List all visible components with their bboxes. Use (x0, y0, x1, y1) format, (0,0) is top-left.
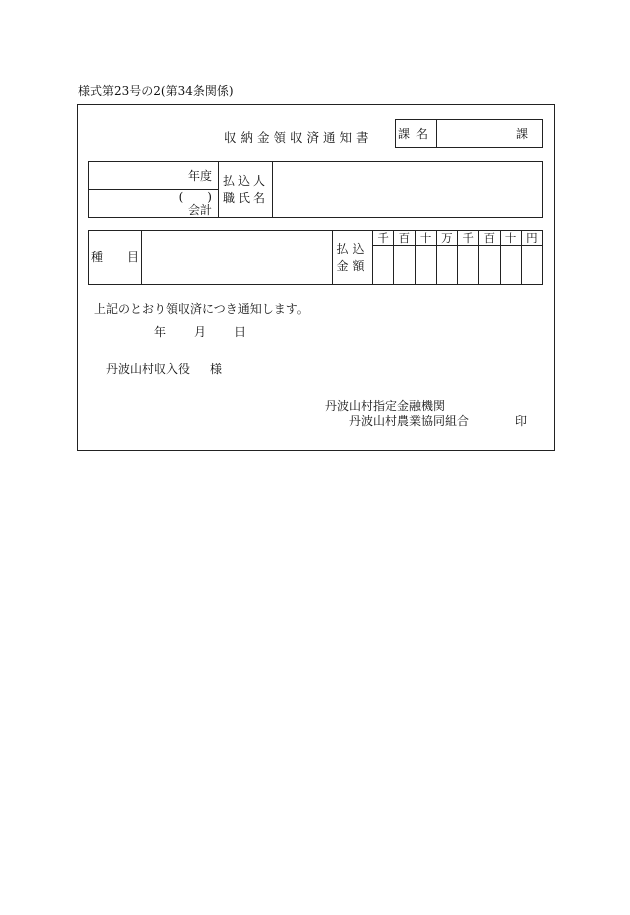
digit-header: 千 (458, 231, 479, 246)
bank-line2: 丹波山村農業協同組合 (349, 414, 470, 428)
payer-table (88, 161, 543, 218)
digit-header: 十 (415, 231, 436, 246)
department-field[interactable] (437, 120, 543, 148)
digit-field[interactable] (373, 246, 394, 285)
department-label: 課名 (396, 120, 437, 148)
department-suffix: 課 (515, 127, 528, 141)
notice-text: 上記のとおり領収済につき通知します。 (94, 302, 309, 316)
account-cell[interactable] (89, 190, 219, 218)
addressee-name: 丹波山村収入役 (106, 362, 191, 376)
date-year: 年 (154, 325, 167, 339)
seal-mark: 印 (515, 414, 528, 428)
amount-label-line2: 金額 (336, 258, 369, 273)
amount-label-cell (333, 231, 373, 285)
item-field[interactable] (142, 231, 333, 285)
digit-field[interactable] (394, 246, 415, 285)
payer-label-line1: 払込人 (222, 173, 268, 188)
digit-field[interactable] (436, 246, 457, 285)
amount-label-line1: 払込 (336, 241, 369, 256)
payer-name-field[interactable] (273, 162, 543, 218)
fiscal-year-cell[interactable] (89, 162, 219, 190)
digit-header: 百 (394, 231, 415, 246)
digit-field[interactable] (415, 246, 436, 285)
addressee-honorific: 様 (210, 362, 223, 376)
fiscal-year-label: 年度 (187, 169, 212, 183)
digit-header: 万 (436, 231, 457, 246)
date-month: 月 (194, 325, 207, 339)
account-paren: ( ) (178, 189, 212, 204)
payer-label-line2: 職氏名 (222, 190, 268, 205)
form-id: 様式第23号の2(第34条関係) (78, 84, 234, 98)
account-label: 会計 (187, 202, 212, 217)
bank-line1: 丹波山村指定金融機関 (325, 399, 446, 413)
digit-field[interactable] (521, 246, 542, 285)
payer-label-cell (219, 162, 273, 218)
digit-header: 十 (500, 231, 521, 246)
amount-table (88, 230, 543, 285)
addressee (106, 360, 222, 377)
digit-field[interactable] (500, 246, 521, 285)
digit-field[interactable] (458, 246, 479, 285)
form-title: 収納金領収済通知書 (224, 130, 373, 145)
digit-header: 百 (479, 231, 500, 246)
date-day: 日 (234, 325, 247, 339)
digit-field[interactable] (479, 246, 500, 285)
department-box (395, 119, 543, 148)
item-label: 種 目 (89, 231, 142, 285)
digit-header: 円 (521, 231, 542, 246)
date-line (154, 323, 246, 340)
digit-header: 千 (373, 231, 394, 246)
